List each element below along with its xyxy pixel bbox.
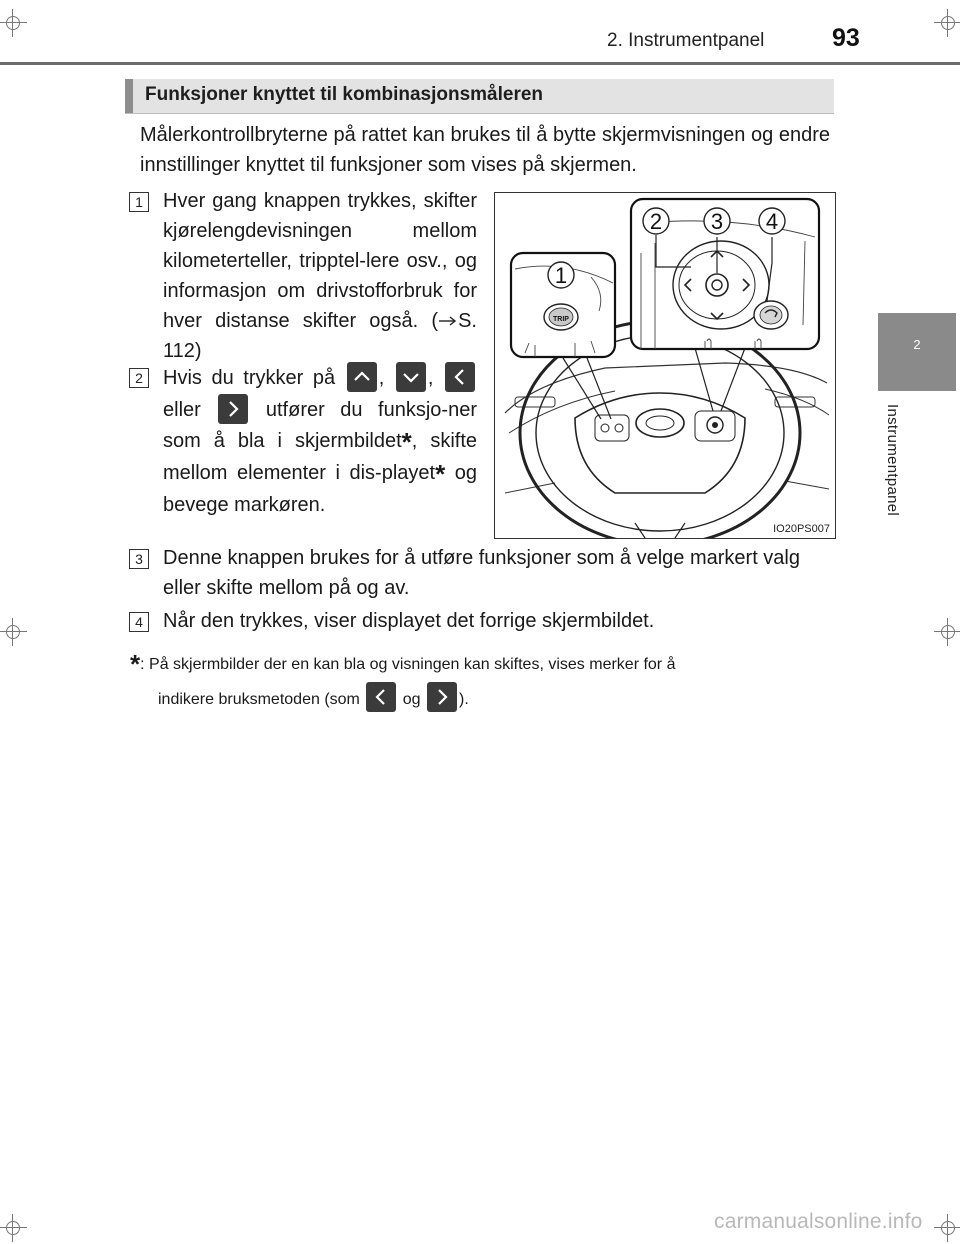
header-rule (0, 62, 960, 65)
footnote-text-1: : På skjermbilder der en kan bla og visningen kan skiftes, vises merker for å (140, 656, 676, 673)
footnote-text-2c: ). (459, 691, 469, 708)
chapter-title: 2. Instrumentpanel (607, 30, 765, 51)
item-2-text-a: Hvis du trykker på (163, 367, 336, 389)
registration-mark-bottom-left (0, 1214, 27, 1242)
item-4-text: Når den trykkes, viser displayet det forrige skjermbildet. (163, 610, 655, 632)
footnote-asterisk: * (130, 649, 141, 679)
side-tab-number: 2 (878, 313, 956, 391)
figure-callout-4: 4 (765, 209, 779, 234)
item-2-asterisk-1: * (401, 427, 412, 457)
figure-code: IO20PS007 (773, 523, 830, 535)
item-number-4: 4 (129, 612, 149, 632)
item-number-1: 1 (129, 192, 149, 212)
chevron-right-icon (427, 682, 457, 712)
item-1-text (163, 186, 477, 366)
intro-paragraph: Målerkontrollbryterne på rattet kan brukes til å bytte skjermvisningen og endre innstillinger knyttet til funksjoner som vises på skjermen. (140, 124, 830, 176)
item-2-separator-1: , (378, 367, 385, 389)
footnote-line-1 (130, 644, 840, 685)
figure-callout-1: 1 (554, 263, 568, 288)
trip-button-label: TRIP (553, 316, 569, 323)
footnote-line-2 (158, 680, 838, 720)
registration-mark-mid-left (0, 618, 27, 646)
item-2-text-d: , skifte mellom elementer i dis-playet (163, 430, 477, 484)
item-2-asterisk-2: * (435, 459, 446, 489)
chevron-up-icon (347, 362, 377, 392)
item-3-text: Denne knappen brukes for å utføre funksjoner som å velge markert valg eller skifte mellom på og av. (163, 547, 800, 599)
item-2-text-c: utfører du funksjo-ner som å bla i skjermbildet (163, 399, 477, 452)
item-2-text-e: og bevege markøren. (163, 462, 477, 516)
section-heading-accent (125, 79, 133, 113)
chevron-right-icon (218, 394, 248, 424)
figure-callout-3: 3 (710, 209, 724, 234)
steering-wheel-figure (494, 192, 836, 539)
item-2-text (163, 362, 477, 521)
footnote-text-2a: indikere bruksmetoden (som (158, 691, 360, 708)
item-number-2: 2 (129, 368, 149, 388)
footnote-text-2b: og (402, 691, 421, 708)
section-heading-bar (125, 79, 834, 114)
chevron-left-icon (445, 362, 475, 392)
section-title: Funksjoner knyttet til kombinasjonsmåleren (145, 84, 544, 105)
arrow-right-icon (438, 315, 458, 327)
item-2-separator-2: , (427, 367, 434, 389)
item-1-page-ref: S. 112) (163, 310, 477, 362)
figure-callout-2: 2 (649, 209, 663, 234)
chevron-left-icon (366, 682, 396, 712)
page-number: 93 (832, 24, 860, 52)
item-number-3: 3 (129, 549, 149, 569)
side-tab-label: Instrumentpanel (884, 404, 901, 517)
steering-wheel-illustration (495, 193, 835, 538)
registration-mark-bottom-right (934, 1214, 960, 1242)
registration-mark-mid-right (934, 618, 960, 646)
registration-mark-top-left (0, 9, 27, 37)
item-2-text-b: eller (163, 399, 201, 421)
chevron-down-icon (396, 362, 426, 392)
item-1-description: Hver gang knappen trykkes, skifter kjørelengdevisningen mellom kilometerteller, tripptel-lere osv., og informasjon om drivstofforbruk for hver distanse skifter også. ( (163, 190, 477, 332)
watermark: carmanualsonline.info (714, 1210, 923, 1233)
registration-mark-top-right (934, 9, 960, 37)
